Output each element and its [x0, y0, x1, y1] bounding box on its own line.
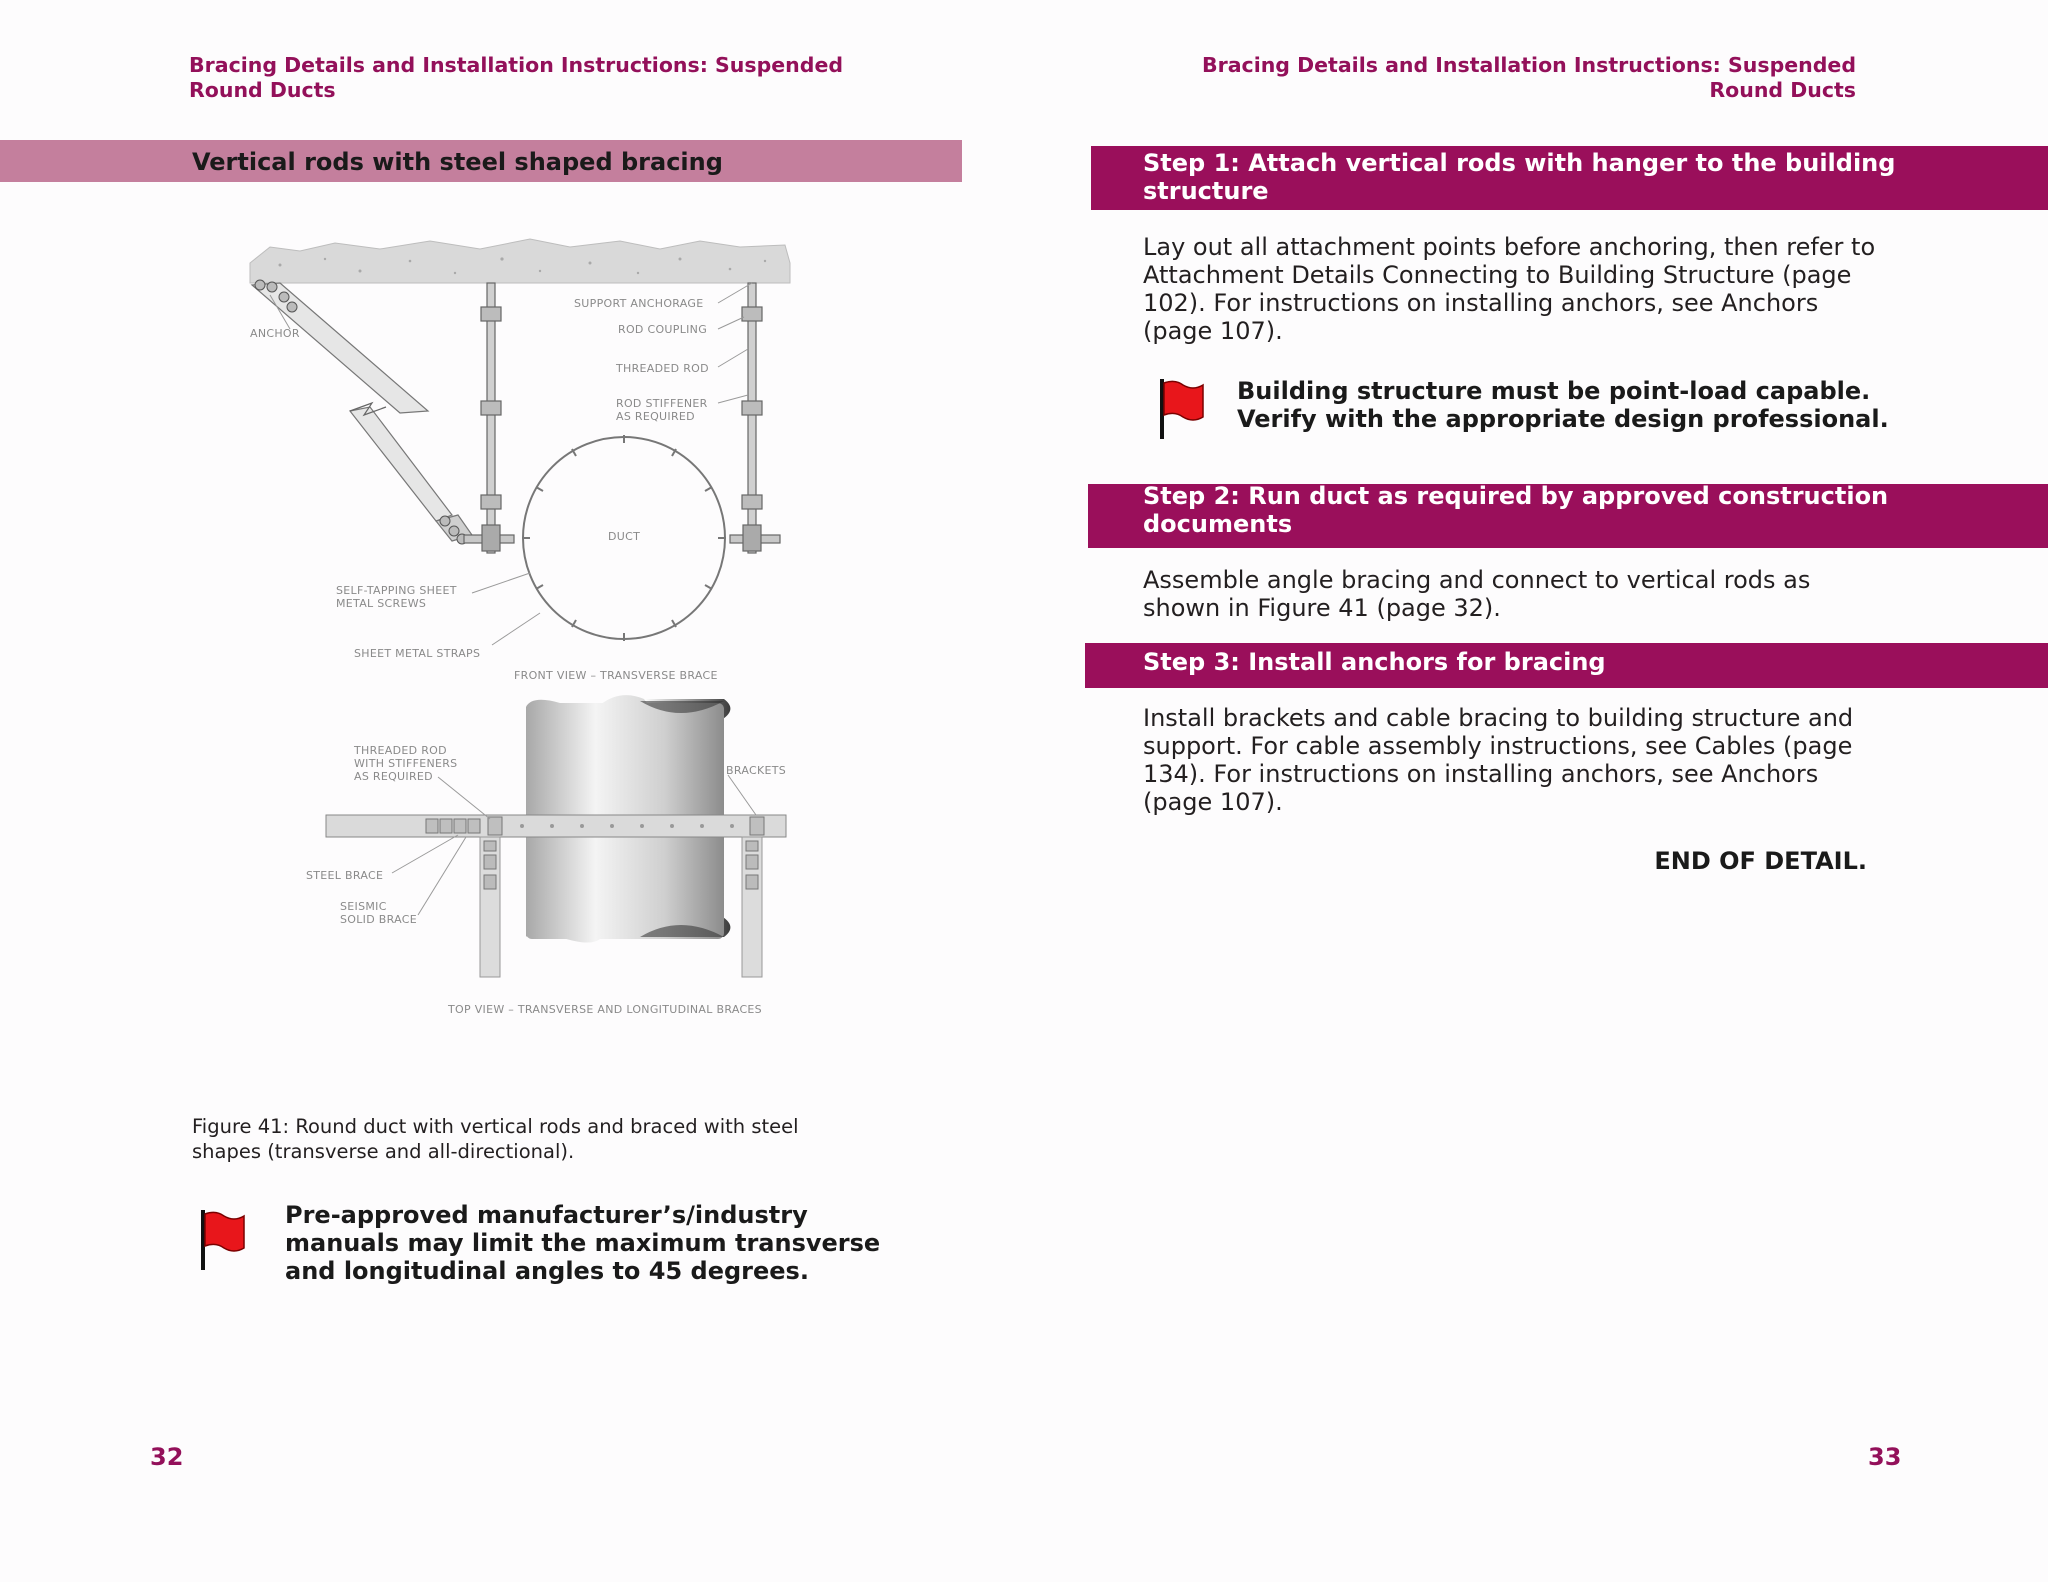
step1-title-line2: structure: [1143, 177, 1269, 205]
figure-caption-line2: shapes (transverse and all-directional).: [192, 1140, 575, 1163]
label-support-anchorage: SUPPORT ANCHORAGE: [574, 297, 704, 310]
left-warning-line2: manuals may limit the maximum transverse: [285, 1229, 881, 1257]
step3-body-line3: 134). For instructions on installing anchors, see Anchors: [1143, 760, 1819, 788]
label-steel-brace: STEEL BRACE: [306, 869, 384, 882]
step3-body-line4: (page 107).: [1143, 788, 1283, 816]
step1-body-line2: Attachment Details Connecting to Building Structure (page: [1143, 261, 1852, 289]
right-page-header: [1202, 53, 1856, 103]
label-rod-stiffener-2: AS REQUIRED: [616, 410, 695, 423]
left-header-line1: Bracing Details and Installation Instructions: Suspended: [189, 53, 844, 77]
label-self-tapping-2: METAL SCREWS: [336, 597, 427, 610]
red-flag-icon: [198, 1208, 248, 1274]
figure-41-drawing: [240, 225, 800, 1035]
label-brackets: BRACKETS: [726, 764, 787, 777]
right-header-line2: Round Ducts: [1709, 78, 1856, 102]
diagonal-brace: [252, 283, 472, 541]
label-rod-stiffener-1: ROD STIFFENER: [616, 397, 708, 410]
step1-body-line4: (page 107).: [1143, 317, 1283, 345]
step3-body-line1: Install brackets and cable bracing to building structure and: [1143, 704, 1854, 732]
label-seismic-1: SEISMIC: [340, 900, 387, 913]
figure-caption-line1: Figure 41: Round duct with vertical rods and braced with steel: [192, 1115, 799, 1138]
label-top-view: TOP VIEW – TRANSVERSE AND LONGITUDINAL BRACES: [448, 1003, 762, 1016]
step3-body-line2: support. For cable assembly instructions, see Cables (page: [1143, 732, 1853, 760]
right-vertical-rod: [730, 283, 780, 553]
right-header-line1: Bracing Details and Installation Instructions: Suspended: [1201, 53, 1856, 77]
step2-body-line1: Assemble angle bracing and connect to vertical rods as: [1143, 566, 1811, 594]
step1-title-line1: Step 1: Attach vertical rods with hanger to the building: [1143, 149, 1896, 177]
left-page-number: 32: [150, 1443, 184, 1471]
label-sheet-metal-straps: SHEET METAL STRAPS: [354, 647, 481, 660]
left-warning: [285, 1201, 880, 1285]
left-warning-line1: Pre-approved manufacturer’s/industry: [285, 1201, 808, 1229]
step1-warning: [1237, 377, 1889, 433]
step2-title-line1: Step 2: Run duct as required by approved construction: [1143, 482, 1889, 510]
step3-body: [1143, 704, 1853, 816]
figure-caption: [192, 1114, 799, 1164]
left-warning-line3: and longitudinal angles to 45 degrees.: [285, 1257, 809, 1285]
end-of-detail: END OF DETAIL.: [1654, 847, 1867, 875]
step1-title: [1143, 149, 1895, 205]
top-view-drawing: [326, 695, 786, 977]
step1-body: [1143, 233, 1875, 345]
step2-body: [1143, 566, 1810, 622]
label-threaded-rod-stiff-2: WITH STIFFENERS: [354, 757, 458, 770]
label-self-tapping-1: SELF-TAPPING SHEET: [336, 584, 457, 597]
step2-title: [1143, 482, 1888, 538]
step1-body-line1: Lay out all attachment points before anchoring, then refer to: [1143, 233, 1876, 261]
section-title: Vertical rods with steel shaped bracing: [192, 148, 723, 176]
step2-body-line2: shown in Figure 41 (page 32).: [1143, 594, 1501, 622]
left-page-header: [189, 53, 843, 103]
label-threaded-rod: THREADED ROD: [616, 362, 709, 375]
label-duct: DUCT: [608, 530, 641, 543]
left-vertical-rod: [464, 283, 514, 553]
step1-warning-line1: Building structure must be point-load capable.: [1237, 377, 1871, 405]
step1-body-line3: 102). For instructions on installing anchors, see Anchors: [1143, 289, 1819, 317]
label-rod-coupling: ROD COUPLING: [618, 323, 708, 336]
label-seismic-2: SOLID BRACE: [340, 913, 417, 926]
right-page-number: 33: [1868, 1443, 1902, 1471]
label-threaded-rod-stiff-1: THREADED ROD: [354, 744, 447, 757]
label-front-view: FRONT VIEW – TRANSVERSE BRACE: [514, 669, 718, 682]
concrete-slab: [250, 239, 790, 283]
left-header-line2: Round Ducts: [189, 78, 336, 102]
step1-warning-line2: Verify with the appropriate design professional.: [1237, 405, 1889, 433]
label-threaded-rod-stiff-3: AS REQUIRED: [354, 770, 433, 783]
red-flag-icon: [1157, 377, 1207, 443]
step2-title-line2: documents: [1143, 510, 1293, 538]
label-anchor: ANCHOR: [250, 327, 300, 340]
step3-title: Step 3: Install anchors for bracing: [1143, 648, 1606, 676]
